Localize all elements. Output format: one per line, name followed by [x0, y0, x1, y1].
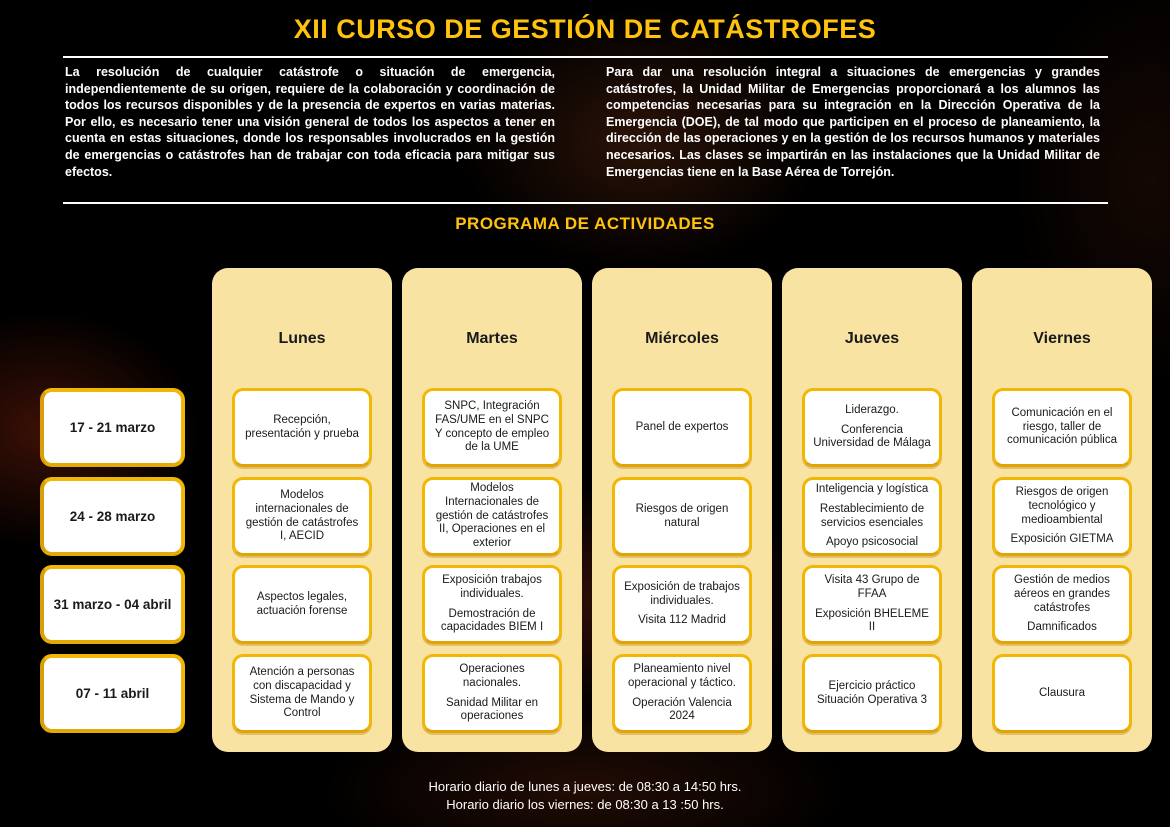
date-label: 31 marzo - 04 abril: [53, 597, 172, 612]
divider-middle: [63, 202, 1108, 204]
date-box: [40, 388, 185, 467]
day-column-miercoles: [592, 268, 772, 752]
divider-top: [63, 56, 1108, 58]
intro-left-paragraph: La resolución de cualquier catástrofe o situación de emergencia, independientemente de su origen, requiere de la colaboración y coordinación de todos los recursos disponibles y de la presencia de expertos en varias materias. Por ello, es necesario tener una visión general de todos los aspectos a tener en cuenta en estas situaciones, donde los responsables involucrados en la gestión de emergencias o catástrofes han de trabajar con toda eficacia para mitigar sus efectos.: [65, 65, 555, 179]
cell-paragraph: Conferencia Universidad de Málaga: [813, 423, 931, 450]
day-header: Lunes: [278, 330, 326, 347]
cell-paragraph: Inteligencia y logística: [815, 482, 929, 495]
cell-paragraph: SNPC, Integración FAS/UME en el SNPC Y concepto de empleo de la UME: [434, 399, 550, 454]
day-column-lunes: [212, 268, 392, 752]
footer-schedule-note: [0, 778, 1170, 814]
date-label: 17 - 21 marzo: [69, 420, 156, 435]
cell-paragraph: Atención a personas con discapacidad y Sistema de Mando y Control: [249, 665, 355, 720]
footer-line-2: Horario diario los viernes: de 08:30 a 13 :50 hrs.: [446, 797, 724, 812]
cell-paragraph: Riesgos de origen natural: [635, 502, 729, 529]
cell-paragraph: Operaciones nacionales.: [459, 662, 525, 689]
schedule-cell: [992, 565, 1132, 644]
cell-paragraph: Damnificados: [1027, 621, 1097, 634]
cell-paragraph: Recepción, presentación y prueba: [245, 413, 359, 440]
day-header: Viernes: [1033, 330, 1091, 347]
schedule-cell: [992, 654, 1132, 733]
cell-paragraph: Exposición BHELEME II: [815, 607, 929, 634]
day-header: Martes: [466, 330, 518, 347]
cell-paragraph: Gestión de medios aéreos en grandes catástrofes: [1014, 573, 1110, 614]
cell-paragraph: Planeamiento nivel operacional y táctico.: [627, 662, 737, 689]
schedule-cell: [992, 477, 1132, 556]
day-column-viernes: [972, 268, 1152, 752]
cell-paragraph: Liderazgo.: [845, 403, 899, 416]
date-column: [40, 268, 185, 752]
date-box: [40, 477, 185, 556]
day-column-martes: [402, 268, 582, 752]
program-section-title: PROGRAMA DE ACTIVIDADES: [455, 214, 715, 233]
cell-paragraph: Exposición trabajos individuales.: [442, 573, 542, 600]
cell-paragraph: Visita 112 Madrid: [638, 614, 726, 627]
schedule-cell: [612, 477, 752, 556]
cell-paragraph: Apoyo psicosocial: [825, 536, 919, 549]
schedule-cell: [612, 388, 752, 467]
date-label: 07 - 11 abril: [75, 686, 150, 701]
schedule-cell: [612, 565, 752, 644]
cell-paragraph: Modelos internacionales de gestión de catástrofes I, AECID: [245, 488, 359, 543]
course-title: XII CURSO DE GESTIÓN DE CATÁSTROFES: [293, 14, 877, 44]
schedule-cell: [802, 477, 942, 556]
day-header: Jueves: [844, 330, 900, 347]
date-label: 24 - 28 marzo: [69, 509, 156, 524]
cell-paragraph: Exposición GIETMA: [1010, 533, 1114, 546]
cell-paragraph: Comunicación en el riesgo, taller de comunicación pública: [1007, 406, 1117, 447]
schedule-cell: [992, 388, 1132, 467]
cell-paragraph: Visita 43 Grupo de FFAA: [824, 573, 920, 600]
cell-paragraph: Operación Valencia 2024: [632, 696, 732, 723]
cell-paragraph: Sanidad Militar en operaciones: [445, 696, 539, 723]
schedule-cell: [232, 477, 372, 556]
intro-right-paragraph: Para dar una resolución integral a situaciones de emergencias y grandes catástrofes, la Unidad Militar de Emergencias proporcionará a los alumnos las competencias necesarias para su integración en la Dirección Operativa de la Emergencia (DOE), de tal modo que participen en el proceso de planeamiento, la dirección de las operaciones y en la gestión de los recursos humanos y materiales necesarios. Las clases se impartirán en las instalaciones que la Unidad Militar de Emergencias tiene en la Base Aérea de Torrejón.: [606, 65, 1100, 179]
cell-paragraph: Riesgos de origen tecnológico y medioambiental: [1015, 485, 1109, 526]
date-box: [40, 565, 185, 644]
footer-line-1: Horario diario de lunes a jueves: de 08:30 a 14:50 hrs.: [428, 779, 742, 794]
schedule-cell: [422, 388, 562, 467]
cell-paragraph: Modelos Internacionales de gestión de catástrofes II, Operaciones en el exterior: [435, 482, 549, 550]
schedule-grid: [212, 268, 1152, 752]
day-column-jueves: [782, 268, 962, 752]
schedule-cell: [422, 477, 562, 556]
schedule-cell: [232, 654, 372, 733]
cell-paragraph: Aspectos legales, actuación forense: [256, 590, 348, 617]
date-box: [40, 654, 185, 733]
schedule-cell: [232, 565, 372, 644]
day-header: Miércoles: [645, 330, 719, 347]
schedule-cell: [232, 388, 372, 467]
cell-paragraph: Restablecimiento de servicios esenciales: [819, 502, 925, 529]
cell-paragraph: Clausura: [1038, 686, 1086, 699]
schedule-cell: [802, 654, 942, 733]
schedule-cell: [422, 565, 562, 644]
cell-paragraph: Panel de expertos: [635, 420, 729, 433]
cell-paragraph: Demostración de capacidades BIEM I: [440, 607, 544, 634]
cell-paragraph: Ejercicio práctico Situación Operativa 3: [817, 679, 927, 706]
cell-paragraph: Exposición de trabajos individuales.: [624, 580, 740, 607]
schedule-cell: [802, 565, 942, 644]
schedule-cell: [422, 654, 562, 733]
schedule-cell: [802, 388, 942, 467]
schedule-cell: [612, 654, 752, 733]
